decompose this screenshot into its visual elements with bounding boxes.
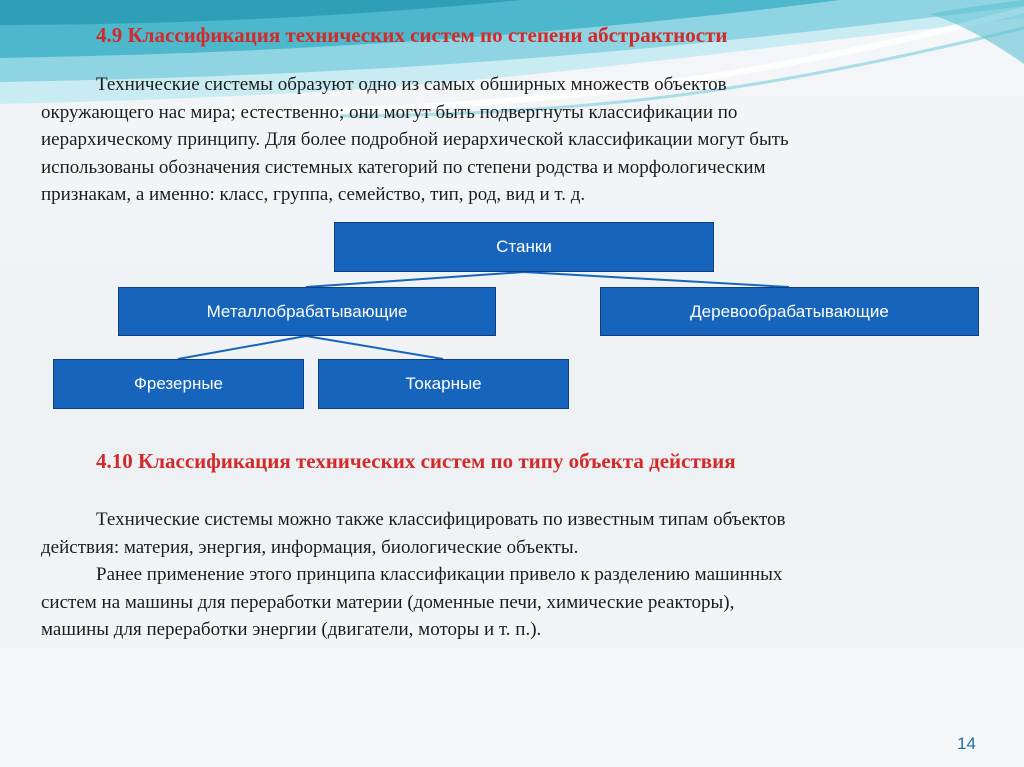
section-heading-4-9: 4.9 Классификация технических систем по степени абстрактности	[96, 23, 728, 47]
section1-text-line-3: иерархическому принципу. Для более подробной иерархической классификации могут быть	[41, 129, 789, 150]
section1-text-line-4: использованы обозначения системных категорий по степени родства и морфологическим	[41, 156, 766, 178]
section1-text-line-2: окружающего нас мира; естественно; они могут быть подвергнуты классификации по	[41, 101, 738, 123]
diagram-node-milling: Фрезерные	[53, 359, 304, 409]
diagram-node-turning: Токарные	[318, 359, 569, 409]
diagram-node-metalworking: Металлобрабатывающие	[118, 287, 496, 336]
connector-metal-to-turning	[306, 336, 443, 359]
section2-text-line-5: машины для переработки энергии (двигатели, моторы и т. п.).	[41, 619, 542, 640]
section2-text-line-1: Технические системы можно также классифицировать по известным типам объектов	[96, 509, 786, 530]
connector-root-to-wood	[524, 272, 789, 287]
connector-root-to-metal	[306, 272, 524, 287]
diagram-node-woodworking: Деревообрабатывающие	[600, 287, 979, 336]
connector-metal-to-milling	[178, 336, 306, 359]
section1-text-line-1: Технические системы образуют одно из самых обширных множеств объектов	[96, 74, 727, 95]
section2-text-line-3: Ранее применение этого принципа классификации привело к разделению машинных	[96, 564, 783, 585]
section2-text-line-4: систем на машины для переработки материи (доменные печи, химические реакторы),	[41, 591, 735, 613]
section-heading-4-10: 4.10 Классификация технических систем по типу объекта действия	[96, 449, 736, 473]
section2-text-line-2: действия: материя, энергия, информация, биологические объекты.	[41, 536, 579, 558]
section1-text-line-5: признакам, а именно: класс, группа, семейство, тип, род, вид и т. д.	[41, 184, 586, 205]
diagram-node-root: Станки	[334, 222, 714, 272]
page-number: 14	[957, 734, 976, 753]
